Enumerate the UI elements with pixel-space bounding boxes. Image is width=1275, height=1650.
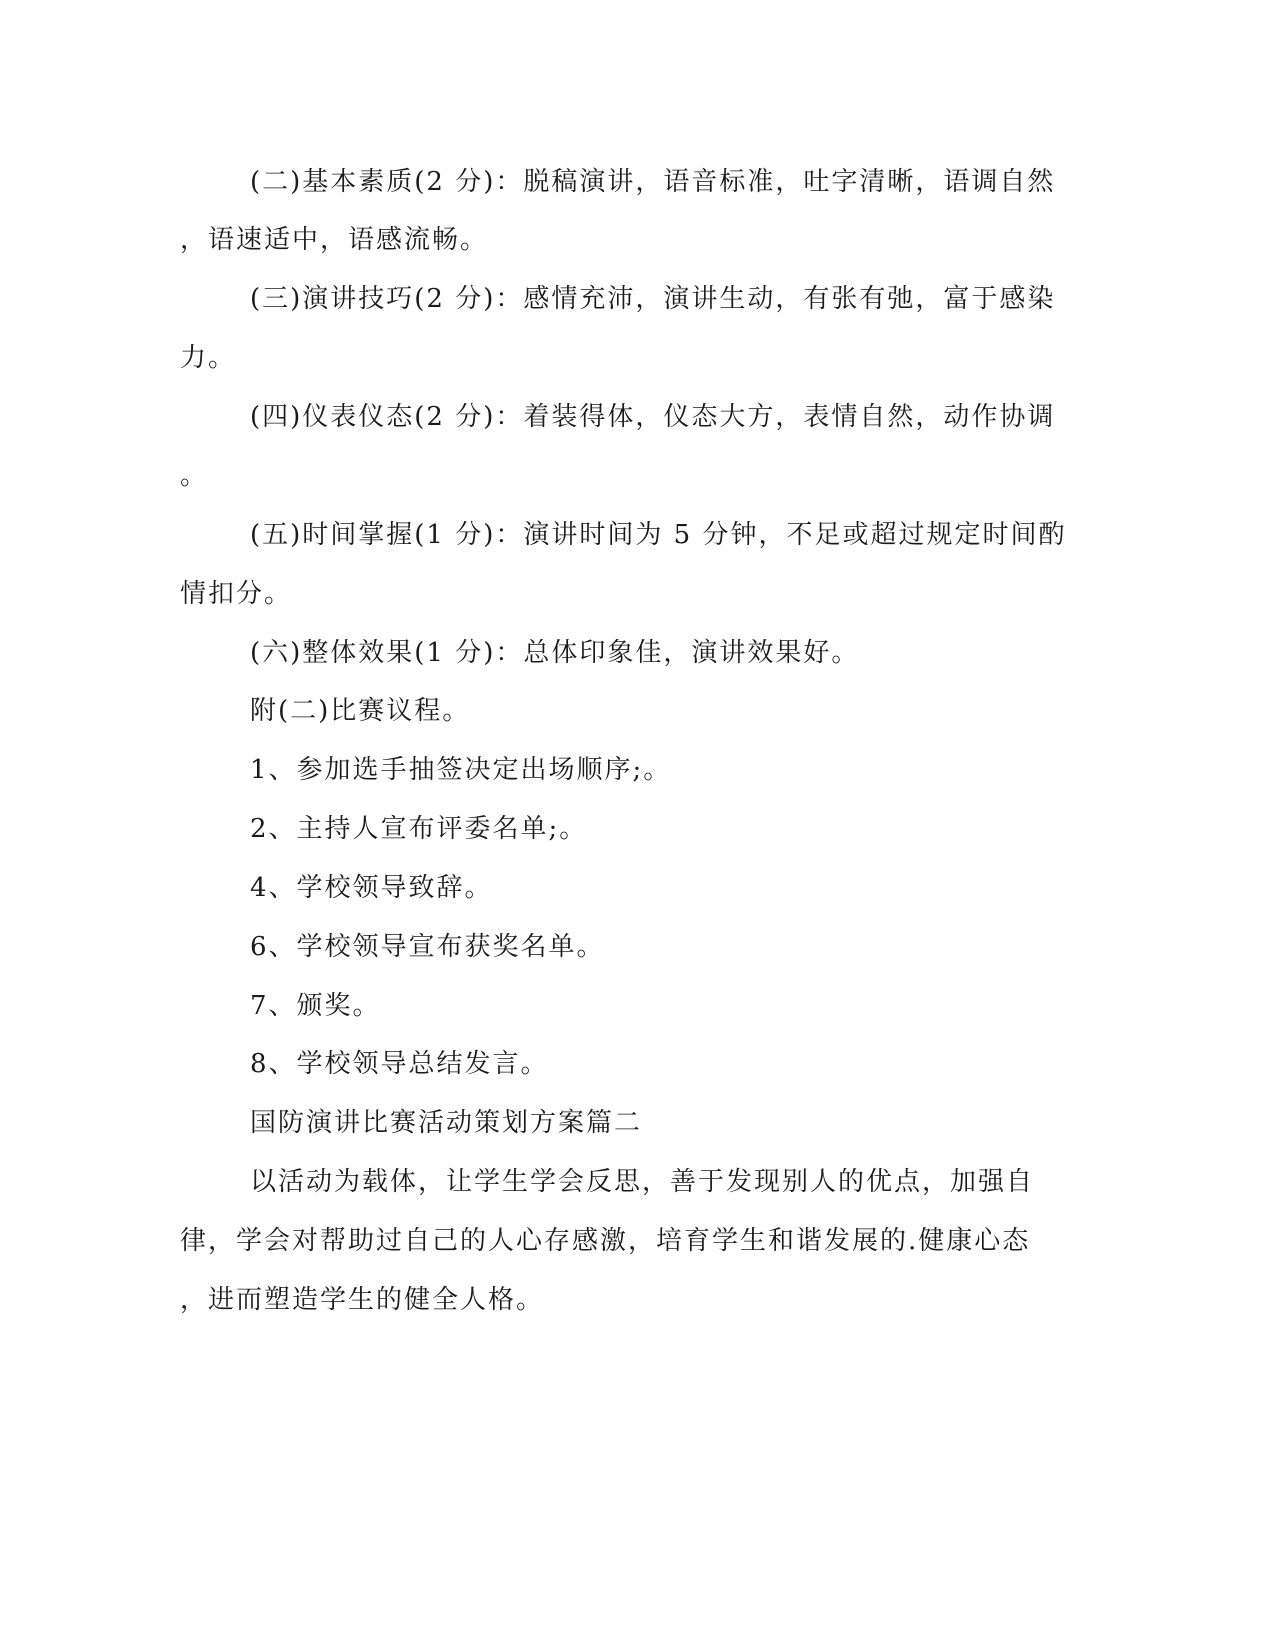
agenda-item: 8、学校领导总结发言。: [250, 1049, 549, 1079]
paragraph-basic-quality-line-1: (二)基本素质(2 分)：脱稿演讲，语音标准，吐字清晰，语调自然: [250, 167, 1056, 197]
paragraph-speech-skill-line-1: (三)演讲技巧(2 分)：感情充沛，演讲生动，有张有弛，富于感染: [250, 284, 1056, 314]
section-title-part-two: 国防演讲比赛活动策划方案篇二: [250, 1108, 643, 1138]
paragraph-basic-quality-line-2: ，语速适中，语感流畅。: [180, 225, 489, 255]
agenda-item: 1、参加选手抽签决定出场顺序;。: [250, 755, 672, 785]
paragraph-overall-effect: (六)整体效果(1 分)：总体印象佳，演讲效果好。: [250, 638, 860, 668]
agenda-item: 2、主持人宣布评委名单;。: [250, 814, 588, 844]
paragraph-activity-line-3: ，进而塑造学生的健全人格。: [180, 1285, 545, 1315]
agenda-item: 6、学校领导宣布获奖名单。: [250, 932, 605, 962]
paragraph-activity-line-1: 以活动为载体，让学生学会反思，善于发现别人的优点，加强自: [250, 1167, 1035, 1197]
section-heading-agenda: 附(二)比赛议程。: [250, 696, 471, 726]
paragraph-time-control-line-1: (五)时间掌握(1 分)：演讲时间为 5 分钟，不足或超过规定时间酌: [250, 520, 1067, 550]
agenda-item: 4、学校领导致辞。: [250, 873, 493, 903]
paragraph-time-control-line-2: 情扣分。: [180, 579, 293, 609]
agenda-item: 7、颁奖。: [250, 991, 381, 1021]
paragraph-appearance-line-2: 。: [180, 461, 209, 491]
paragraph-activity-line-2: 律，学会对帮助过自己的人心存感激，培育学生和谐发展的.健康心态: [180, 1226, 1031, 1256]
paragraph-appearance-line-1: (四)仪表仪态(2 分)：着装得体，仪态大方，表情自然，动作协调: [250, 402, 1056, 432]
paragraph-speech-skill-line-2: 力。: [180, 343, 237, 373]
